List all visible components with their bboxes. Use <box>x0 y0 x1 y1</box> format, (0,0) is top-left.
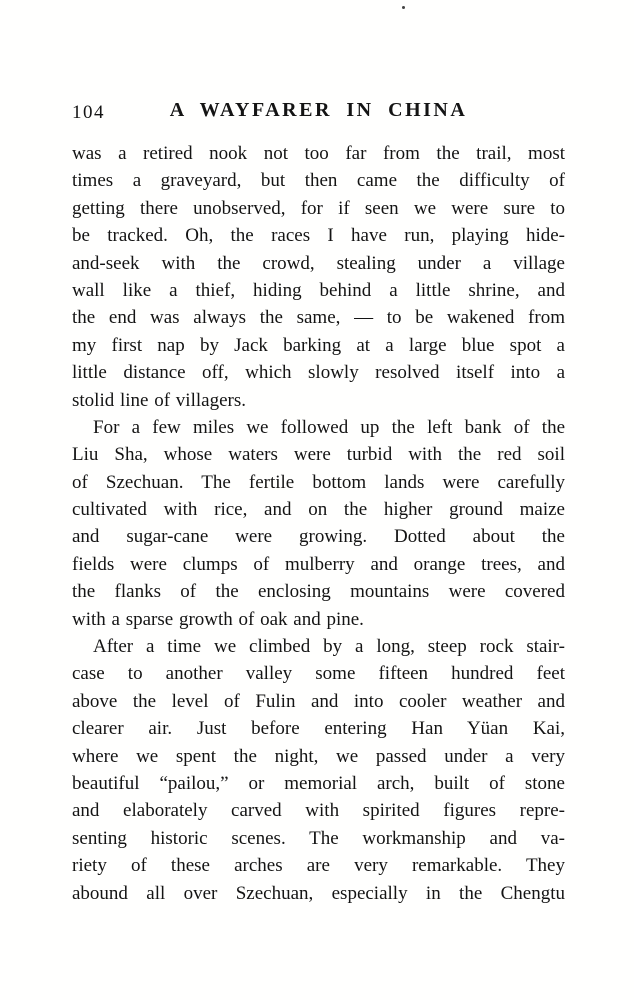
text-line: be tracked. Oh, the races I have run, playing hide- <box>72 225 565 247</box>
text-line: abound all over Szechuan, especially in the Chengtu <box>72 882 565 904</box>
page-header <box>72 99 565 125</box>
text-line: my first nap by Jack barking at a large blue spot a <box>72 334 565 356</box>
text-line: clearer air. Just before entering Han Yüan Kai, <box>72 718 565 740</box>
text-line: wall like a thief, hiding behind a little shrine, and <box>72 279 565 301</box>
text-line: the end was always the same, — to be wakened from <box>72 307 565 329</box>
scan-speck <box>402 6 405 9</box>
text-line: cultivated with rice, and on the higher ground maize <box>72 499 565 521</box>
text-line: above the level of Fulin and into cooler weather and <box>72 690 565 712</box>
text-line: times a graveyard, but then came the difficulty of <box>72 170 565 192</box>
page-body <box>72 140 565 907</box>
text-line: For a few miles we followed up the left bank of the <box>93 416 565 438</box>
text-line: After a time we climbed by a long, steep rock stair- <box>93 636 565 658</box>
paragraph <box>72 633 565 907</box>
text-line: Liu Sha, whose waters were turbid with the red soil <box>72 444 565 466</box>
text-line: fields were clumps of mulberry and orange trees, and <box>72 553 565 575</box>
paragraph <box>72 414 565 633</box>
text-line: little distance off, which slowly resolved itself into a <box>72 362 565 384</box>
text-line: with a sparse growth of oak and pine. <box>72 608 364 630</box>
text-line: and-seek with the crowd, stealing under a village <box>72 252 565 274</box>
paragraph <box>72 140 565 414</box>
text-line: beautiful “pailou,” or memorial arch, built of stone <box>72 772 565 794</box>
text-line: and elaborately carved with spirited figures repre- <box>72 800 565 822</box>
text-line: was a retired nook not too far from the trail, most <box>72 143 565 164</box>
text-line: getting there unobserved, for if seen we were sure to <box>72 197 565 219</box>
text-line: riety of these arches are very remarkable. They <box>72 855 565 877</box>
text-line: stolid line of villagers. <box>72 389 246 411</box>
text-line: the flanks of the enclosing mountains were covered <box>72 581 565 603</box>
text-line: and sugar-cane were growing. Dotted about the <box>72 526 565 548</box>
text-line: where we spent the night, we passed under a very <box>72 745 565 767</box>
text-line: senting historic scenes. The workmanship and va- <box>72 827 565 849</box>
text-line: of Szechuan. The fertile bottom lands were carefully <box>72 471 565 493</box>
page-number: 104 <box>72 102 105 123</box>
text-line: case to another valley some fifteen hundred feet <box>72 663 565 685</box>
running-title: A WAYFARER IN CHINA <box>169 99 468 121</box>
